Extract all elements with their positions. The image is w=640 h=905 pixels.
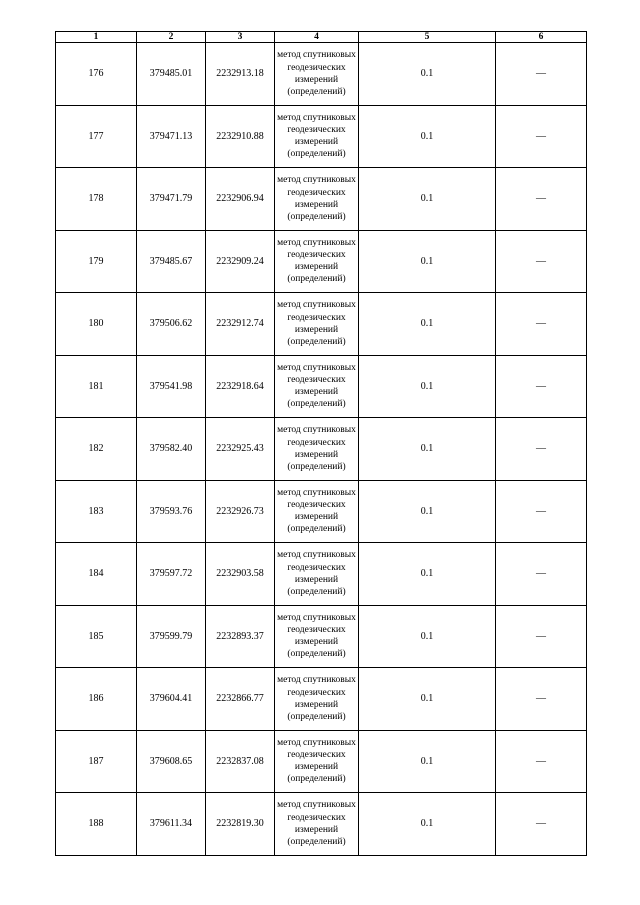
y-coordinate-cell: 2232906.94 bbox=[206, 168, 275, 231]
method-text: метод спутниковых геодезических измерений (определений) bbox=[277, 50, 356, 97]
method-cell bbox=[275, 668, 359, 731]
note-cell: — bbox=[496, 105, 587, 168]
method-text: метод спутниковых геодезических измерений (определений) bbox=[277, 550, 356, 597]
y-coordinate-cell: 2232913.18 bbox=[206, 43, 275, 106]
point-number-cell: 181 bbox=[56, 355, 137, 418]
header-cell-6: 6 bbox=[496, 32, 587, 43]
x-coordinate-cell: 379485.01 bbox=[137, 43, 206, 106]
accuracy-cell: 0.1 bbox=[359, 230, 496, 293]
accuracy-cell: 0.1 bbox=[359, 293, 496, 356]
point-number-cell: 178 bbox=[56, 168, 137, 231]
table-row bbox=[56, 230, 587, 293]
method-cell bbox=[275, 105, 359, 168]
point-number-cell: 185 bbox=[56, 605, 137, 668]
accuracy-cell: 0.1 bbox=[359, 418, 496, 481]
y-coordinate-cell: 2232909.24 bbox=[206, 230, 275, 293]
note-cell: — bbox=[496, 168, 587, 231]
x-coordinate-cell: 379599.79 bbox=[137, 605, 206, 668]
x-coordinate-cell: 379597.72 bbox=[137, 543, 206, 606]
point-number-cell: 179 bbox=[56, 230, 137, 293]
method-text: метод спутниковых геодезических измерений (определений) bbox=[277, 300, 356, 347]
header-row bbox=[56, 32, 587, 43]
x-coordinate-cell: 379611.34 bbox=[137, 793, 206, 856]
method-text: метод спутниковых геодезических измерений (определений) bbox=[277, 237, 356, 285]
method-cell bbox=[275, 730, 359, 793]
method-text: метод спутниковых геодезических измерений (определений) bbox=[277, 487, 356, 535]
header-cell-5: 5 bbox=[359, 32, 496, 43]
note-cell: — bbox=[496, 355, 587, 418]
method-cell bbox=[275, 230, 359, 293]
header-cell-4: 4 bbox=[275, 32, 359, 43]
y-coordinate-cell: 2232893.37 bbox=[206, 605, 275, 668]
note-cell: — bbox=[496, 43, 587, 106]
note-cell: — bbox=[496, 480, 587, 543]
point-number-cell: 187 bbox=[56, 730, 137, 793]
accuracy-cell: 0.1 bbox=[359, 668, 496, 731]
y-coordinate-cell: 2232910.88 bbox=[206, 105, 275, 168]
accuracy-cell: 0.1 bbox=[359, 43, 496, 106]
table-row bbox=[56, 355, 587, 418]
table-row bbox=[56, 105, 587, 168]
y-coordinate-cell: 2232918.64 bbox=[206, 355, 275, 418]
y-coordinate-cell: 2232925.43 bbox=[206, 418, 275, 481]
accuracy-cell: 0.1 bbox=[359, 605, 496, 668]
point-number-cell: 186 bbox=[56, 668, 137, 731]
table-row bbox=[56, 480, 587, 543]
header-cell-2: 2 bbox=[137, 32, 206, 43]
document-page bbox=[55, 31, 586, 856]
table-row bbox=[56, 793, 587, 856]
accuracy-cell: 0.1 bbox=[359, 480, 496, 543]
method-cell bbox=[275, 168, 359, 231]
x-coordinate-cell: 379471.13 bbox=[137, 105, 206, 168]
y-coordinate-cell: 2232903.58 bbox=[206, 543, 275, 606]
method-cell bbox=[275, 543, 359, 606]
accuracy-cell: 0.1 bbox=[359, 168, 496, 231]
method-cell bbox=[275, 355, 359, 418]
table-row bbox=[56, 418, 587, 481]
note-cell: — bbox=[496, 230, 587, 293]
method-cell bbox=[275, 418, 359, 481]
point-number-cell: 183 bbox=[56, 480, 137, 543]
note-cell: — bbox=[496, 418, 587, 481]
coordinates-table bbox=[55, 31, 587, 856]
y-coordinate-cell: 2232819.30 bbox=[206, 793, 275, 856]
x-coordinate-cell: 379604.41 bbox=[137, 668, 206, 731]
note-cell: — bbox=[496, 793, 587, 856]
method-cell bbox=[275, 293, 359, 356]
point-number-cell: 182 bbox=[56, 418, 137, 481]
method-text: метод спутниковых геодезических измерений (определений) bbox=[277, 612, 356, 660]
y-coordinate-cell: 2232912.74 bbox=[206, 293, 275, 356]
y-coordinate-cell: 2232926.73 bbox=[206, 480, 275, 543]
note-cell: — bbox=[496, 668, 587, 731]
note-cell: — bbox=[496, 605, 587, 668]
method-text: метод спутниковых геодезических измерений (определений) bbox=[277, 112, 356, 160]
x-coordinate-cell: 379471.79 bbox=[137, 168, 206, 231]
method-cell bbox=[275, 605, 359, 668]
x-coordinate-cell: 379582.40 bbox=[137, 418, 206, 481]
x-coordinate-cell: 379506.62 bbox=[137, 293, 206, 356]
table-row bbox=[56, 668, 587, 731]
table-row bbox=[56, 605, 587, 668]
note-cell: — bbox=[496, 293, 587, 356]
table-row bbox=[56, 43, 587, 106]
x-coordinate-cell: 379541.98 bbox=[137, 355, 206, 418]
note-cell: — bbox=[496, 730, 587, 793]
header-cell-1: 1 bbox=[56, 32, 137, 43]
x-coordinate-cell: 379593.76 bbox=[137, 480, 206, 543]
method-text: метод спутниковых геодезических измерений (определений) bbox=[277, 175, 356, 222]
point-number-cell: 184 bbox=[56, 543, 137, 606]
x-coordinate-cell: 379485.67 bbox=[137, 230, 206, 293]
method-text: метод спутниковых геодезических измерений (определений) bbox=[277, 362, 356, 410]
y-coordinate-cell: 2232866.77 bbox=[206, 668, 275, 731]
point-number-cell: 177 bbox=[56, 105, 137, 168]
accuracy-cell: 0.1 bbox=[359, 543, 496, 606]
method-cell bbox=[275, 43, 359, 106]
accuracy-cell: 0.1 bbox=[359, 355, 496, 418]
method-text: метод спутниковых геодезических измерений (определений) bbox=[277, 737, 356, 785]
table-row bbox=[56, 543, 587, 606]
y-coordinate-cell: 2232837.08 bbox=[206, 730, 275, 793]
accuracy-cell: 0.1 bbox=[359, 730, 496, 793]
table-row bbox=[56, 168, 587, 231]
point-number-cell: 176 bbox=[56, 43, 137, 106]
point-number-cell: 180 bbox=[56, 293, 137, 356]
x-coordinate-cell: 379608.65 bbox=[137, 730, 206, 793]
method-cell bbox=[275, 793, 359, 856]
method-cell bbox=[275, 480, 359, 543]
point-number-cell: 188 bbox=[56, 793, 137, 856]
table-row bbox=[56, 293, 587, 356]
header-cell-3: 3 bbox=[206, 32, 275, 43]
table-body bbox=[56, 43, 587, 856]
method-text: метод спутниковых геодезических измерений (определений) bbox=[277, 425, 356, 472]
accuracy-cell: 0.1 bbox=[359, 105, 496, 168]
method-text: метод спутниковых геодезических измерений (определений) bbox=[277, 675, 356, 722]
table-row bbox=[56, 730, 587, 793]
method-text: метод спутниковых геодезических измерений (определений) bbox=[277, 800, 356, 847]
note-cell: — bbox=[496, 543, 587, 606]
accuracy-cell: 0.1 bbox=[359, 793, 496, 856]
